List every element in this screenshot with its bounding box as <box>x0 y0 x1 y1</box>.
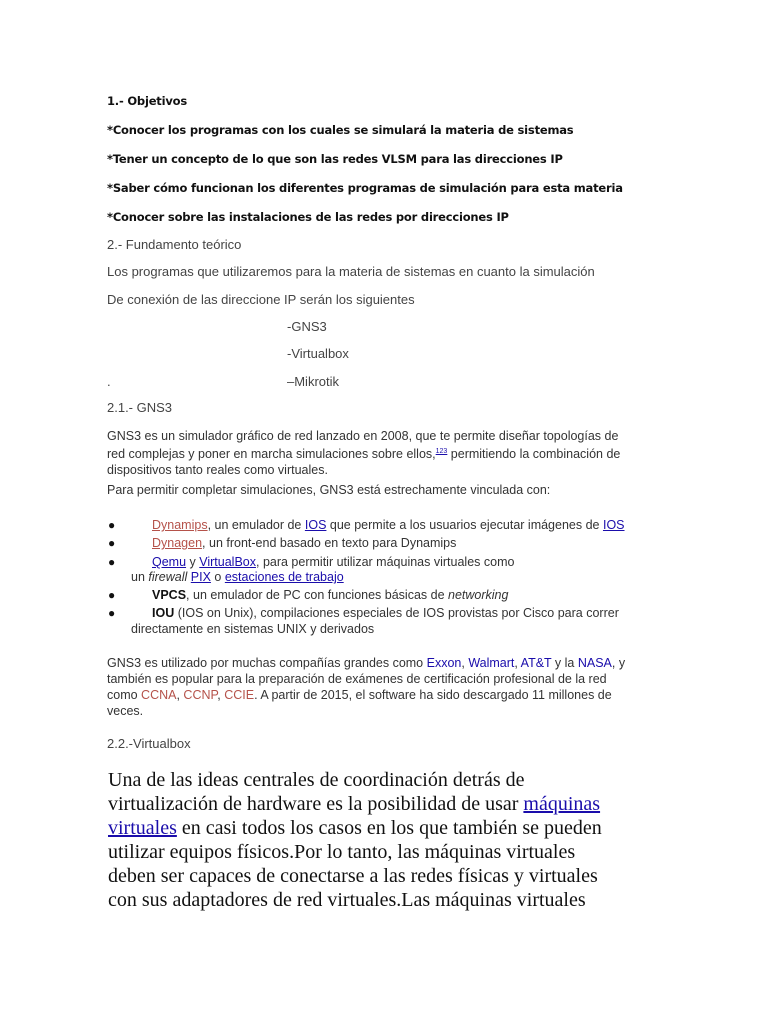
virtualbox-heading: 2.2.-Virtualbox <box>107 736 191 751</box>
ios-link[interactable]: IOS <box>304 518 327 532</box>
gns3-paragraph-2: Para permitir completar simulaciones, GNS3 está estrechamente vinculada con: <box>107 483 551 497</box>
stray-dot: . <box>107 374 111 389</box>
bullet-icon: ● <box>108 588 116 602</box>
list-item: Dynamips, un emulador de IOS que permite a los usuarios ejecutar imágenes de IOS <box>152 518 625 532</box>
objective-item: *Conocer sobre las instalaciones de las redes por direcciones IP <box>107 210 509 224</box>
virtual-machines-link[interactable]: virtuales <box>108 817 177 839</box>
virtualbox-link[interactable]: VirtualBox <box>199 555 256 569</box>
walmart-link[interactable]: Walmart <box>468 656 515 670</box>
bullet-icon: ● <box>108 606 116 620</box>
workstations-link[interactable]: estaciones de trabajo <box>224 570 344 584</box>
ccie-link[interactable]: CCIE <box>224 688 255 702</box>
list-item-continuation: directamente en sistemas UNIX y derivados <box>131 622 375 636</box>
ios-link[interactable]: IOS <box>602 518 625 532</box>
program-item: –Mikrotik <box>287 374 340 389</box>
gns3-paragraph-3: GNS3 es utilizado por muchas compañías grandes como Exxon, Walmart, AT&T y la NASA, y también es popular para la preparación de exámenes de certificación profesional de la red como CCNA, CCNP, CCIE. A partir de 2015, el software ha sido descargado 11 millones de veces. <box>107 656 626 718</box>
objective-item: *Tener un concepto de lo que son las redes VLSM para las direcciones IP <box>107 152 563 166</box>
list-item: Dynagen, un front-end basado en texto para Dynamips <box>152 536 457 550</box>
bullet-icon: ● <box>108 536 116 550</box>
virtualbox-paragraph: Una de las ideas centrales de coordinación detrás de virtualización de hardware es la posibilidad de usar máquinas virtuales en casi todos los casos en los que también se pueden utilizar equipos físicos.Por lo tanto, las máquinas virtuales deben ser capaces de conectarse a las redes físicas y virtuales con sus adaptadores de red virtuales.Las máquinas virtuales <box>108 769 602 911</box>
ccna-link[interactable]: CCNA <box>141 688 177 702</box>
exxon-link[interactable]: Exxon <box>426 656 462 670</box>
pix-link[interactable]: PIX <box>190 570 211 584</box>
bullet-icon: ● <box>108 555 116 569</box>
list-item: IOU (IOS on Unix), compilaciones especiales de IOS provistas por Cisco para correr <box>152 606 619 620</box>
dynagen-link[interactable]: Dynagen <box>152 536 203 550</box>
reference-link[interactable]: 123 <box>435 448 448 455</box>
virtual-machines-link[interactable]: máquinas <box>523 793 601 815</box>
fundamento-line: De conexión de las direccione IP serán los siguientes <box>107 292 415 307</box>
bullet-icon: ● <box>108 518 116 532</box>
objectives-heading: 1.- Objetivos <box>107 94 187 108</box>
fundamento-heading: 2.- Fundamento teórico <box>107 237 242 252</box>
objective-item: *Saber cómo funcionan los diferentes programas de simulación para esta materia <box>107 181 623 195</box>
ccnp-link[interactable]: CCNP <box>183 688 218 702</box>
objective-item: *Conocer los programas con los cuales se simulará la materia de sistemas <box>107 123 574 137</box>
program-item: -GNS3 <box>287 319 327 334</box>
qemu-link[interactable]: Qemu <box>152 555 187 569</box>
list-item-continuation: un firewall PIX o estaciones de trabajo <box>131 570 344 584</box>
gns3-paragraph-1: GNS3 es un simulador gráfico de red lanzado en 2008, que te permite diseñar topologías de red complejas y poner en marcha simulaciones sobre ellos,$^{123}$ permitiendo la combinación de dispositivos tanto reales como virtuales. <box>107 429 621 478</box>
nasa-link[interactable]: NASA <box>577 656 612 670</box>
list-item: VPCS, un emulador de PC con funciones básicas de networking <box>152 588 509 602</box>
list-item: Qemu y VirtualBox, para permitir utilizar máquinas virtuales como <box>152 555 515 569</box>
att-link[interactable]: AT&T <box>520 656 552 670</box>
program-item: -Virtualbox <box>287 346 349 361</box>
fundamento-line: Los programas que utilizaremos para la materia de sistemas en cuanto la simulación <box>107 264 595 279</box>
gns3-heading: 2.1.- GNS3 <box>107 400 173 415</box>
dynamips-link[interactable]: Dynamips <box>152 518 208 532</box>
